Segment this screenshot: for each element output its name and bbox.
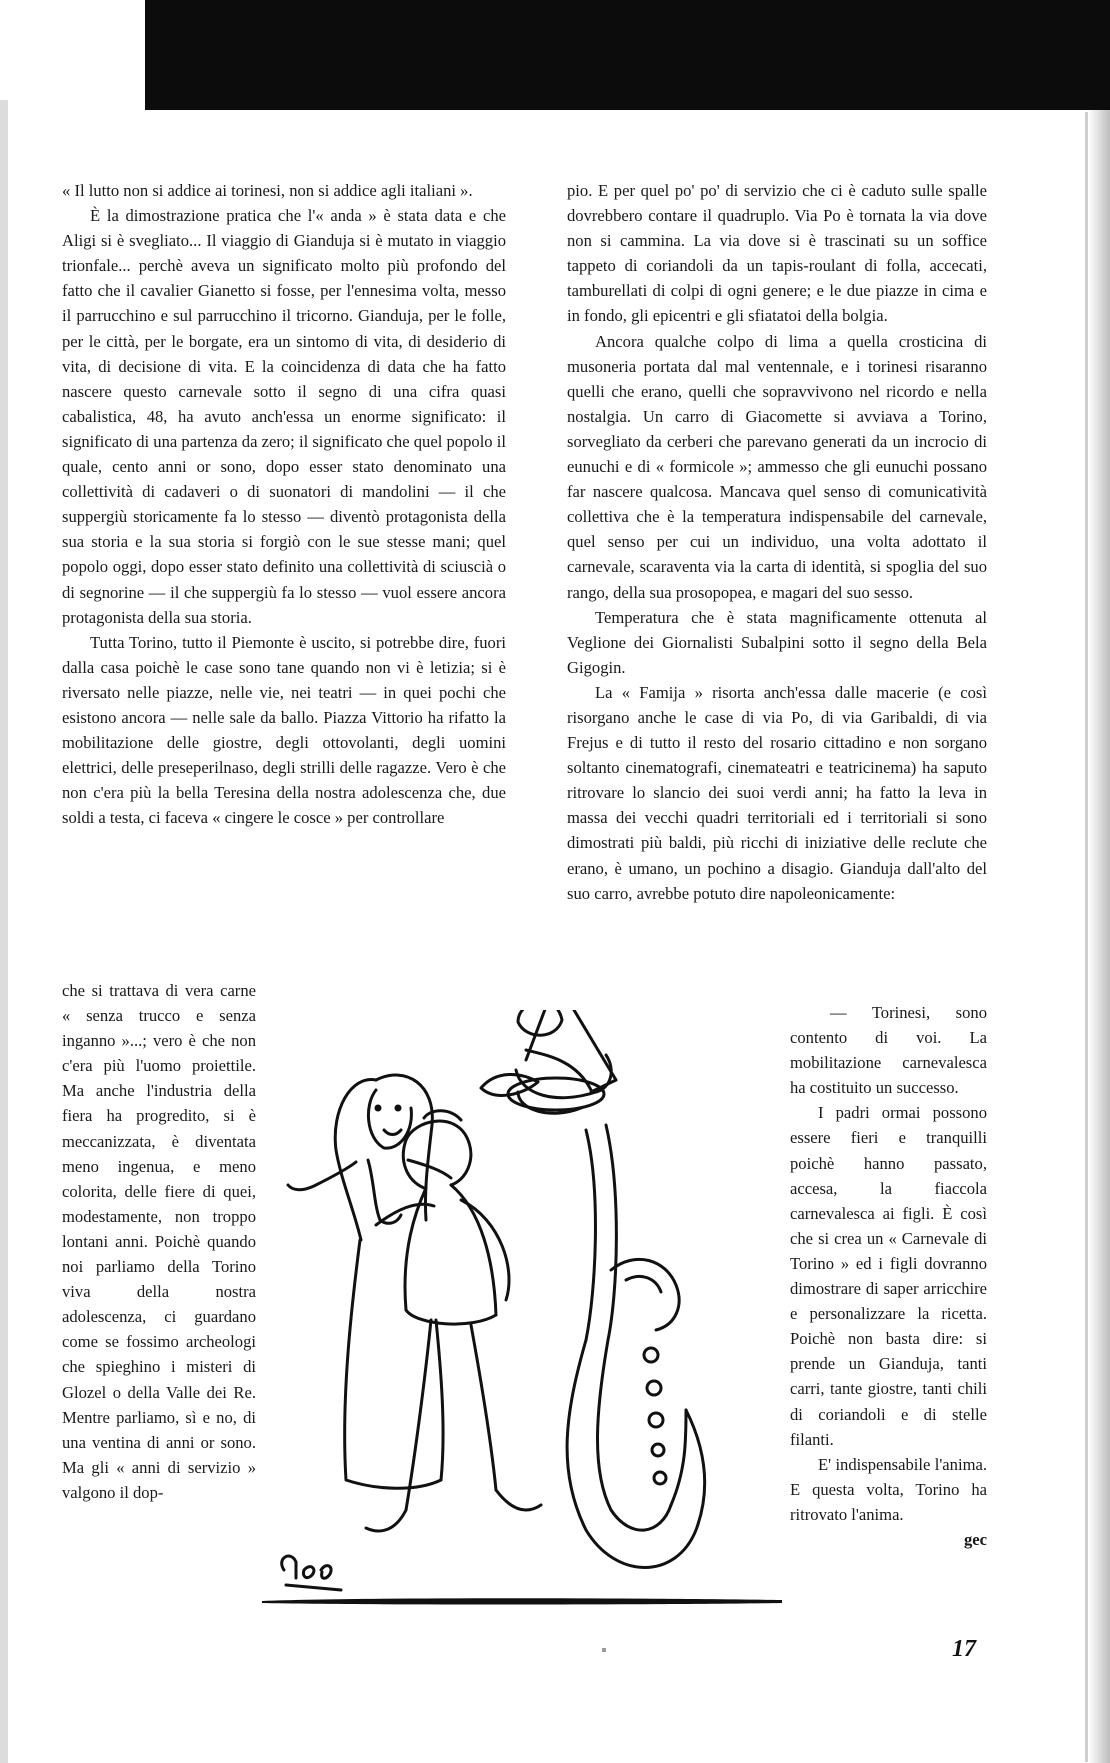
author-signature: gec <box>963 1529 987 1549</box>
left-column <box>62 178 506 830</box>
saxophone <box>567 1125 705 1568</box>
paragraph: È la dimostrazione pratica che l'« anda » è stata data e che Aligi si è svegliato... Il viaggio di Gianduja si è mutato in viaggio trionfale... perchè aveva un significato molto più profondo del fatto che il cavalier Gianetto si fosse, per l'ennesima volta, messo il parrucchino e sul parrucchino il tricorno. Gianduja, per le folle, per le città, per le borgate, era un sintomo di vita, di desiderio di vita, di decisione di vita. E la coincidenza di data che ha fatto nascere questo carnevale sotto il segno di una cifra quasi cabalistica, 48, ha avuto anch'essa un enorme significato: il significato di una partenza da zero; il significato che quel popolo il quale, cento anni or sono, dopo esser stato denominato una collettività di cadaveri o di suonatori di mandolini — il che suppergiù storicamente fa lo stesso — diventò protagonista della sua storia e la sua storia si forgiò con le sue stesse mani; quel popolo oggi, dopo esser stato definito una collettività di sciuscià o di segnorine — il che suppergiù fa lo stesso — vuol essere ancora protagonista della sua storia. <box>62 206 506 627</box>
right-column <box>567 178 987 906</box>
bottom-rule <box>262 1596 782 1606</box>
paragraph: Ancora qualche colpo di lima a quella crosticina di musoneria portata dal mal ventennale, e i torinesi risaranno quelli che erano, quelli che sopravvivono nel ricordo e nella nostalgia. Un carro di Giacomette si avviava a Torino, sorvegliato da cerberi che parevano generati da un incrocio di eunuchi e di « formicole »; ammesso che gli eunuchi possano far nascere qualcosa. Mancava quel senso di comunicatività collettiva che è la temperatura indispensabile del carnevale, quel senso per cui un individuo, una volta adottato il carnevale, scaraventa via la carta di identità, si spoglia del suo rango, della sua prosopopea, e magari del suo sesso. <box>567 331 987 602</box>
page-fold-line <box>1085 112 1088 1762</box>
dancing-woman <box>288 1075 451 1488</box>
right-narrow-column <box>790 1000 987 1552</box>
page-number: 17 <box>952 1636 976 1662</box>
left-narrow-column <box>62 978 256 1505</box>
artist-signature-icon <box>282 1556 341 1590</box>
dancing-man <box>366 1111 541 1531</box>
swing-figure <box>481 1010 616 1113</box>
paragraph: Tutta Torino, tutto il Piemonte è uscito, si potrebbe dire, fuori dalla casa poichè le case sono tane quando non vi è letizia; si è riversato nelle piazze, nelle vie, nei teatri — in quei pochi che esistono ancora — nelle sale da ballo. Piazza Vittorio ha rifatto la mobilitazione delle giostre, degli ottovolanti, degli uomini elettrici, delle preseperilnaso, degli strilli delle ragazze. Vero è che non c'era più la bella Teresina della nostra adolescenza che, due soldi a testa, ci faceva « cingere le cosce » per controllare <box>62 632 506 828</box>
paragraph: E' indispensabile l'anima. E questa volta, Torino ha ritrovato l'anima. <box>790 1454 987 1524</box>
paragraph: I padri ormai possono essere fieri e tranquilli poichè hanno passato, accesa, la fiaccola carnevalesca ai figli. È così che si crea un « Carnevale di Torino » ed i figli dovranno dimostrare di saper arricchire e personalizzare la ricetta. Poichè non basta dire: si prende un Gianduja, tanti carri, tante giostre, tanti chili di coriandoli e di stelle filanti. <box>790 1103 987 1449</box>
page-right-edge <box>1088 110 1110 1763</box>
scan-mark <box>602 1648 606 1652</box>
paragraph: che si trattava di vera carne « senza trucco e senza inganno »...; vero è che non c'era più l'uomo proiettile. Ma anche l'industria della fiera ha progredito, si è meccanizzata, è diventata meno ingenua, e meno colorita, delle fiere di quei, modestamente, non troppo lontani anni. Poichè quando noi parliamo della Torino viva della nostra adolescenza, ci guardano come se fossimo archeologi che spieghino i misteri di Glozel o della Valle dei Re. Mentre parliamo, sì e no, di una ventina di anni or sono. Ma gli « anni di servizio » valgono il dop- <box>62 981 256 1502</box>
scan-black-band <box>145 0 1110 110</box>
paragraph: « Il lutto non si addice ai torinesi, non si addice agli italiani ». <box>62 181 473 200</box>
paragraph: pio. E per quel po' po' di servizio che ci è caduto sulle spalle dovrebbero contare il quadruplo. Via Po è tornata la via dove non si cammina. La via dove si è trascinati su un soffice tappeto di coriandoli da un tapis-roulant di folla, accecati, tamburellati di colpi di ogni genere; e le due piazze in cima e in fondo, gli epicentri e gli sfiatatoi della bolgia. <box>567 181 987 326</box>
paragraph: Temperatura che è stata magnificamente ottenuta al Veglione dei Giornalisti Subalpini sotto il segno della Bela Gigogin. <box>567 607 987 677</box>
dancing-couple-saxophone-drawing-icon <box>256 1010 786 1615</box>
page-left-edge <box>0 100 8 1763</box>
paragraph: La « Famija » risorta anch'essa dalle macerie (e così risorgano anche le case di via Po, di via Garibaldi, di via Frejus e di tutto il resto del rosario cittadino e non sorgano soltanto cinematografi, cinemateatri e teatricinema) ha saputo ritrovare lo slancio dei suoi verdi anni; ha fatto la leva in massa dei vecchi quadri territoriali ed i territoriali si sono dimostrati più baldi, più ricchi di iniziative delle reclute che erano, è umano, un pochino a disagio. Gianduja dall'alto del suo carro, avrebbe potuto dire napoleonicamente: <box>567 682 987 903</box>
paragraph: — Torinesi, sono contento di voi. La mobilitazione carnevalesca ha costituito un successo. <box>790 1003 987 1098</box>
